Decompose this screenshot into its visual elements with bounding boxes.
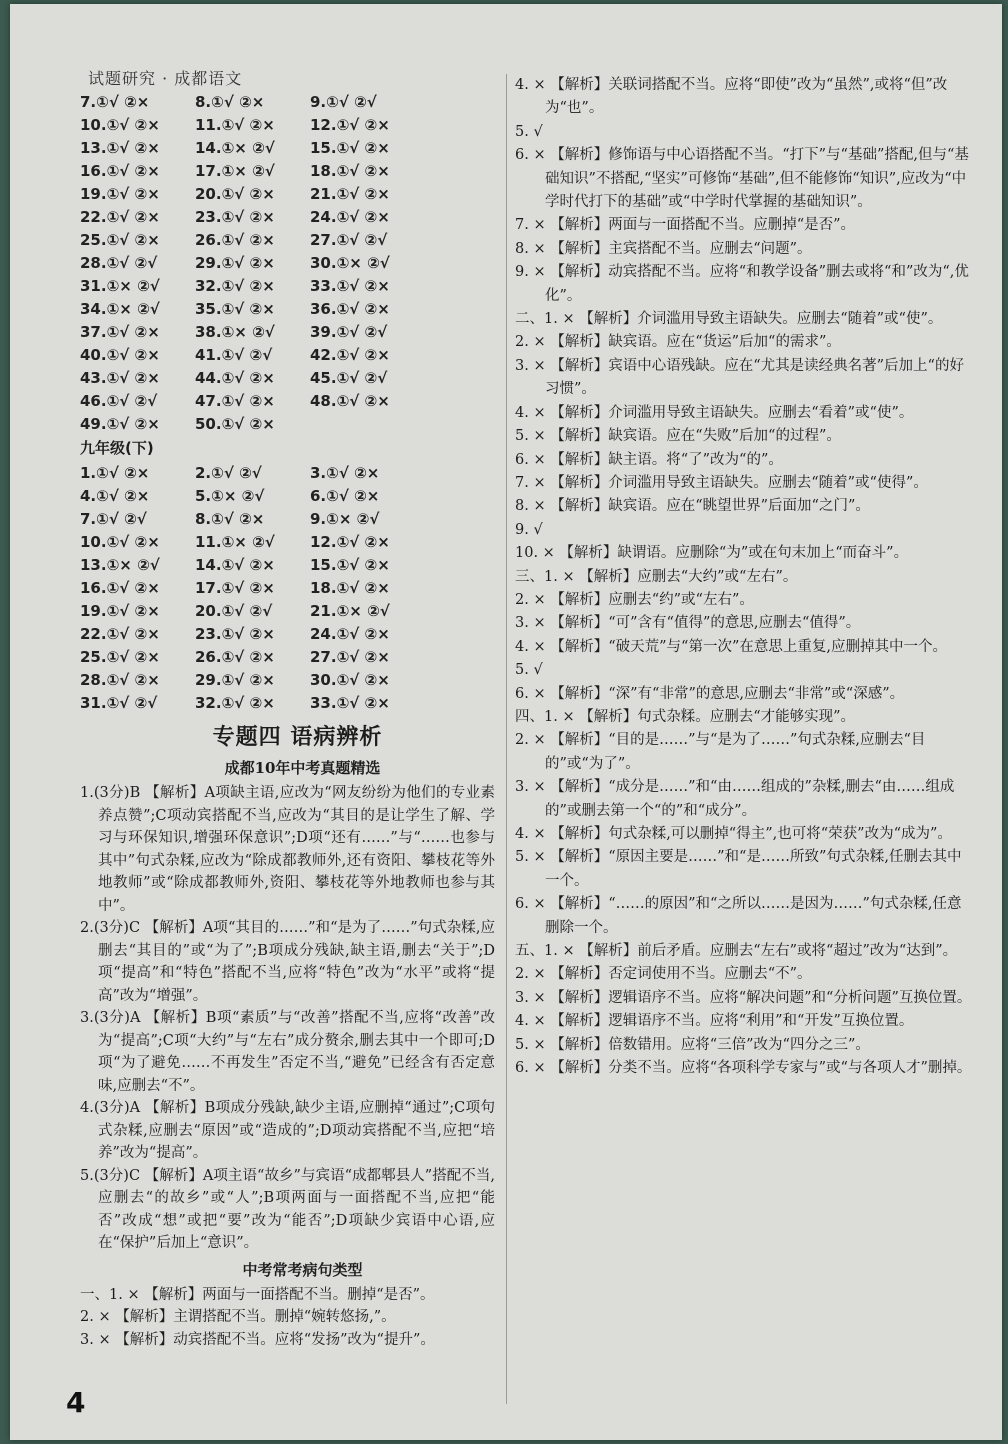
answer-cell: 31.①× ②√ <box>80 276 160 295</box>
answer-row <box>80 484 495 507</box>
answer-cell: 8.①√ ②× <box>195 92 265 111</box>
right-column <box>515 74 975 1080</box>
answer-cell: 22.①√ ②× <box>80 624 160 643</box>
exam-item: 2.(3分)C 【解析】A项“其目的……”和“是为了……”句式杂糅,应删去“其目的”或“为了”;B项成分残缺,缺主语,删去“关于”;D项“提高”和“特色”搭配不当,应将“特色”改为“水平”或将“提高”改为“增强”。 <box>80 920 495 1004</box>
answer-cell: 4.①√ ②× <box>80 486 150 505</box>
answer-cell: 6.①√ ②× <box>310 486 380 505</box>
sentence-item: 7. × 【解析】介词滥用导致主语缺失。应删去“随着”或“使得”。 <box>515 474 928 491</box>
answer-row <box>80 182 495 205</box>
answer-cell: 25.①√ ②× <box>80 230 160 249</box>
answer-cell: 12.①√ ②× <box>310 532 390 551</box>
sentence-item: 4. × 【解析】“破天荒”与“第一次”在意思上重复,应删掉其中一个。 <box>515 638 947 655</box>
answer-cell: 41.①√ ②√ <box>195 345 273 364</box>
answer-row <box>80 251 495 274</box>
answer-cell: 23.①√ ②× <box>195 624 275 643</box>
sentence-item: 2. × 【解析】缺宾语。应在“货运”后加“的需求”。 <box>515 334 841 351</box>
sentence-item: 9. √ <box>515 521 543 538</box>
answer-cell: 21.①√ ②× <box>310 184 390 203</box>
sentence-item: 3. × 【解析】逻辑语序不当。应将“解决问题”和“分析问题”互换位置。 <box>515 989 972 1006</box>
answer-row <box>80 530 495 553</box>
column-divider <box>506 74 507 1404</box>
topic-title: 专题四 语病辨析 <box>212 725 383 750</box>
common-section-title: 中考常考病句类型 <box>242 1260 363 1279</box>
answer-cell: 2.①√ ②√ <box>195 463 262 482</box>
answer-cell: 15.①√ ②× <box>310 138 390 157</box>
answer-cell: 17.①× ②√ <box>195 161 275 180</box>
answer-cell: 18.①√ ②× <box>310 161 390 180</box>
answer-cell: 1.①√ ②× <box>80 463 150 482</box>
left-column <box>80 90 495 1351</box>
answer-cell: 10.①√ ②× <box>80 115 160 134</box>
answer-cell: 38.①× ②√ <box>195 322 275 341</box>
answer-cell: 30.①√ ②× <box>310 670 390 689</box>
sentence-item: 四、1. × 【解析】句式杂糅。应删去“才能够实现”。 <box>515 708 856 725</box>
sentence-item: 4. × 【解析】句式杂糅,可以删掉“得主”,也可将“荣获”改为“成为”。 <box>515 826 952 842</box>
answer-cell: 23.①√ ②× <box>195 207 275 226</box>
answer-page <box>10 4 1002 1440</box>
exam-item: 1.(3分)B 【解析】A项缺主语,应改为“网友纷纷为他们的专业素养点赞”;C项动宾搭配不当,应改为“其目的是让学生了解、学习与环保知识,增强环保意识”;D项“还有……”与“……也参与其中”句式杂糅,应改为“除成都教师外,还有资阳、攀枝花等外地教师”或“除成都教师外,资阳、攀枝花等外地教师也参与其中”。 <box>80 785 495 914</box>
answer-row <box>80 274 495 297</box>
answer-cell: 36.①√ ②× <box>310 299 390 318</box>
answer-cell: 22.①√ ②× <box>80 207 160 226</box>
answer-cell: 28.①√ ②√ <box>80 253 158 272</box>
answer-row <box>80 90 495 113</box>
sentence-item: 5. √ <box>515 123 543 140</box>
answer-cell: 27.①√ ②√ <box>310 230 388 249</box>
answer-cell: 9.①√ ②√ <box>310 92 377 111</box>
sentence-item: 4. × 【解析】逻辑语序不当。应将“利用”和“开发”互换位置。 <box>515 1013 914 1030</box>
answer-row <box>80 159 495 182</box>
answer-cell: 19.①√ ②× <box>80 601 160 620</box>
sentence-item: 8. × 【解析】缺宾语。应在“眺望世界”后面加“之门”。 <box>515 498 870 515</box>
answer-cell: 24.①√ ②× <box>310 624 390 643</box>
exam-item: 4.(3分)A 【解析】B项成分残缺,缺少主语,应删掉“通过”;C项句式杂糅,应删去“原因”或“造成的”;D项动宾搭配不当,应把“培养”改为“提高”。 <box>80 1100 495 1161</box>
answer-cell: 43.①√ ②× <box>80 368 160 387</box>
answer-cell: 26.①√ ②× <box>195 230 275 249</box>
sentence-item: 6. × 【解析】修饰语与中心语搭配不当。“打下”与“基础”搭配,但与“基础知识”不搭配,“坚实”可修饰“基础”,但不能修饰“知识”,应改为“中学时代打下的基础”或“中学时代掌握的基础知识”。 <box>515 147 969 211</box>
chengdu-section-title: 成都10年中考真题精选 <box>224 759 381 777</box>
sentence-item: 8. × 【解析】主宾搭配不当。应删去“问题”。 <box>515 240 812 257</box>
sentence-item: 五、1. × 【解析】前后矛盾。应删去“左右”或将“超过”改为“达到”。 <box>515 943 958 960</box>
answer-cell: 12.①√ ②× <box>310 115 390 134</box>
answer-cell: 8.①√ ②× <box>195 509 265 528</box>
answer-cell: 14.①√ ②× <box>195 555 275 574</box>
sentence-item: 6. × 【解析】“……的原因”和“之所以……是因为……”句式杂糅,任意删除一个。 <box>515 896 962 936</box>
answer-row <box>80 507 495 530</box>
answer-cell: 45.①√ ②√ <box>310 368 388 387</box>
right-items <box>515 74 975 1080</box>
answer-row <box>80 668 495 691</box>
answer-cell: 33.①√ ②× <box>310 693 390 712</box>
sentence-item: 2. × 【解析】主谓搭配不当。删掉“婉转悠扬,”。 <box>80 1309 396 1325</box>
answer-cell: 17.①√ ②× <box>195 578 275 597</box>
sentence-item: 9. × 【解析】动宾搭配不当。应将“和教学设备”删去或将“和”改为“,优化”。 <box>515 264 969 304</box>
answer-cell: 11.①√ ②× <box>195 115 275 134</box>
answer-cell: 49.①√ ②× <box>80 414 160 433</box>
answer-row <box>80 461 495 484</box>
answer-row <box>80 691 495 714</box>
sentence-item: 2. × 【解析】“目的是……”与“是为了……”句式杂糅,应删去“目的”或“为了”。 <box>515 732 926 772</box>
answer-cell: 9.①× ②√ <box>310 509 380 528</box>
answer-cell: 20.①√ ②√ <box>195 601 273 620</box>
answer-row <box>80 622 495 645</box>
answer-cell: 31.①√ ②√ <box>80 693 158 712</box>
answer-row <box>80 389 495 412</box>
answer-cell: 44.①√ ②× <box>195 368 275 387</box>
sentence-item: 5. × 【解析】“原因主要是……”和“是……所致”句式杂糅,任删去其中一个。 <box>515 849 962 889</box>
common-items <box>80 1284 495 1352</box>
sentence-item: 10. × 【解析】缺谓语。应删除“为”或在句末加上“而奋斗”。 <box>515 545 909 562</box>
answer-row <box>80 228 495 251</box>
page-header: 试题研究 · 成都语文 <box>88 69 243 88</box>
sentence-item: 3. × 【解析】“成分是……”和“由……组成的”杂糅,删去“由……组成的”或删去第一个“的”和“成分”。 <box>515 779 955 819</box>
sentence-item: 6. × 【解析】分类不当。应将“各项科学专家与”或“与各项人才”删掉。 <box>515 1060 972 1077</box>
answer-cell: 50.①√ ②× <box>195 414 275 433</box>
answer-cell: 11.①× ②√ <box>195 532 275 551</box>
answer-row <box>80 343 495 366</box>
answer-cell: 14.①× ②√ <box>195 138 275 157</box>
answer-cell: 34.①× ②√ <box>80 299 160 318</box>
answer-row <box>80 297 495 320</box>
answer-cell: 13.①√ ②× <box>80 138 160 157</box>
answer-cell: 21.①× ②√ <box>310 601 390 620</box>
answer-cell: 32.①√ ②× <box>195 276 275 295</box>
chengdu-items <box>80 782 495 1255</box>
answer-cell: 42.①√ ②× <box>310 345 390 364</box>
answer-cell: 16.①√ ②× <box>80 161 160 180</box>
answer-cell: 33.①√ ②× <box>310 276 390 295</box>
answer-cell: 7.①√ ②√ <box>80 509 147 528</box>
answer-row <box>80 553 495 576</box>
grade-title: 九年级(下) <box>80 439 154 457</box>
answer-cell: 30.①× ②√ <box>310 253 390 272</box>
answer-cell: 24.①√ ②× <box>310 207 390 226</box>
answer-cell: 35.①√ ②× <box>195 299 275 318</box>
answer-row <box>80 366 495 389</box>
sentence-item: 一、1. × 【解析】两面与一面搭配不当。删掉“是否”。 <box>80 1286 435 1303</box>
answer-row <box>80 576 495 599</box>
answer-cell: 32.①√ ②× <box>195 693 275 712</box>
answer-cell: 46.①√ ②√ <box>80 391 158 410</box>
answer-row <box>80 599 495 622</box>
sentence-item: 5. × 【解析】倍数错用。应将“三倍”改为“四分之三”。 <box>515 1036 870 1053</box>
answer-row <box>80 136 495 159</box>
answer-grid-upper <box>80 90 495 435</box>
answer-cell: 40.①√ ②× <box>80 345 160 364</box>
answer-grid-grade9 <box>80 461 495 714</box>
answer-cell: 3.①√ ②× <box>310 463 380 482</box>
answer-cell: 28.①√ ②× <box>80 670 160 689</box>
exam-item: 3.(3分)A 【解析】B项“素质”与“改善”搭配不当,应将“改善”改为“提高”;C项“大约”与“左右”成分赘余,删去其中一个即可;D项“为了避免……不再发生”否定不当,“避免”已经含有否定意味,应删去“不”。 <box>80 1010 495 1094</box>
sentence-item: 3. × 【解析】“可”含有“值得”的意思,应删去“值得”。 <box>515 615 861 632</box>
answer-cell: 19.①√ ②× <box>80 184 160 203</box>
answer-cell: 29.①√ ②× <box>195 670 275 689</box>
answer-cell: 13.①× ②√ <box>80 555 160 574</box>
answer-cell: 10.①√ ②× <box>80 532 160 551</box>
answer-cell: 7.①√ ②× <box>80 92 150 111</box>
answer-row <box>80 412 495 435</box>
answer-cell: 27.①√ ②× <box>310 647 390 666</box>
answer-cell: 20.①√ ②× <box>195 184 275 203</box>
sentence-item: 6. × 【解析】“深”有“非常”的意思,应删去“非常”或“深感”。 <box>515 685 905 702</box>
answer-cell: 29.①√ ②× <box>195 253 275 272</box>
sentence-item: 3. × 【解析】宾语中心语残缺。应在“尤其是读经典名著”后加上“的好习惯”。 <box>515 357 964 398</box>
sentence-item: 4. × 【解析】介词滥用导致主语缺失。应删去“看着”或“使”。 <box>515 404 914 421</box>
answer-cell: 39.①√ ②√ <box>310 322 388 341</box>
exam-item: 5.(3分)C 【解析】A项主语“故乡”与宾语“成都郫县人”搭配不当,应删去“的故乡”或“人”;B项两面与一面搭配不当,应把“能否”改成“想”或把“要”改为“能否”;D项缺少宾语中心语,应在“保护”后加上“意识”。 <box>80 1167 495 1251</box>
sentence-item: 三、1. × 【解析】应删去“大约”或“左右”。 <box>515 568 798 585</box>
answer-row <box>80 205 495 228</box>
answer-cell: 5.①× ②√ <box>195 486 265 505</box>
answer-row <box>80 113 495 136</box>
answer-cell: 48.①√ ②× <box>310 391 390 410</box>
answer-cell: 15.①√ ②× <box>310 555 390 574</box>
answer-row <box>80 645 495 668</box>
answer-cell: 18.①√ ②× <box>310 578 390 597</box>
answer-cell: 25.①√ ②× <box>80 647 160 666</box>
sentence-item: 7. × 【解析】两面与一面搭配不当。应删掉“是否”。 <box>515 217 856 234</box>
sentence-item: 5. × 【解析】缺宾语。应在“失败”后加“的过程”。 <box>515 428 841 445</box>
answer-cell: 26.①√ ②× <box>195 647 275 666</box>
answer-cell: 16.①√ ②× <box>80 578 160 597</box>
sentence-item: 6. × 【解析】缺主语。将“了”改为“的”。 <box>515 451 783 468</box>
answer-cell: 37.①√ ②× <box>80 322 160 341</box>
answer-cell: 47.①√ ②× <box>195 391 275 410</box>
sentence-item: 5. √ <box>515 662 543 679</box>
sentence-item: 2. × 【解析】否定词使用不当。应删去“不”。 <box>515 966 812 983</box>
sentence-item: 二、1. × 【解析】介词滥用导致主语缺失。应删去“随着”或“使”。 <box>515 311 943 328</box>
page-number: 4 <box>66 1386 86 1419</box>
answer-row <box>80 320 495 343</box>
sentence-item: 2. × 【解析】应删去“约”或“左右”。 <box>515 591 754 608</box>
sentence-item: 4. × 【解析】关联词搭配不当。应将“即使”改为“虽然”,或将“但”改为“也”。 <box>515 77 948 117</box>
sentence-item: 3. × 【解析】动宾搭配不当。应将“发扬”改为“提升”。 <box>80 1331 435 1348</box>
